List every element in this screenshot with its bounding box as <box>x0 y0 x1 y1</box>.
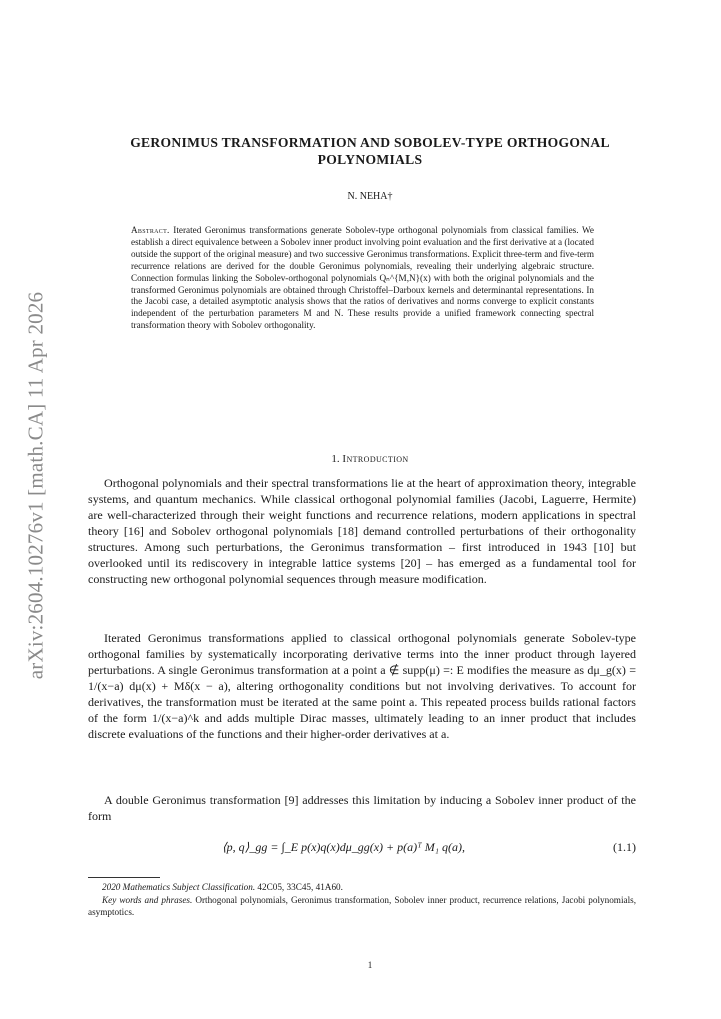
keywords-label: Key words and phrases. <box>102 894 193 905</box>
abstract-text: Iterated Geronimus transformations generate Sobolev-type orthogonal polynomials from classical families. We establish a direct equivalence between a Sobolev inner product involving point evaluation and the first derivative at a (located outside the support of the original measure) and two successive Geronimus transformations. Explicit three-term and five-term recurrence relations are derived for the double Geronimus polynomials, revealing their underlying algebraic structure. Connection formulas linking the Sobolev-orthogonal polynomials Qₙ^{M,N}(x) with both the original polynomials and the transformed Geronimus polynomials are obtained through Christoffel–Darboux kernels and determinantal representations. In the Jacobi case, a detailed asymptotic analysis shows that the ratios of derivatives and norms converge to explicit constants independent of the perturbation parameters M and N. These results provide a unified framework connecting spectral transformation theory with Sobolev orthogonality. <box>131 225 594 331</box>
display-equation <box>88 836 636 862</box>
paragraph-text: A double Geronimus transformation [9] addresses this limitation by inducing a Sobolev inner product of the form <box>88 793 636 823</box>
keywords-footnote <box>88 894 636 919</box>
section-heading <box>80 453 660 465</box>
abstract <box>131 225 594 332</box>
arxiv-identifier-stamp <box>18 285 54 685</box>
footnotes <box>88 881 636 919</box>
section-number: 1. <box>331 453 340 465</box>
section-title: Introduction <box>342 453 409 465</box>
body-paragraph-1 <box>88 475 636 587</box>
author-name: N. NEHA† <box>347 191 393 202</box>
equation-body: ⟨p, q⟩_gg = ∫_E p(x)q(x)dμ_gg(x) + p(a)ᵀ M₁ q(a), <box>222 840 465 854</box>
keywords-value: Orthogonal polynomials, Geronimus transformation, Sobolev inner product, recurrence relations, Jacobi polynomials, asymptotics. <box>88 894 636 917</box>
paragraph-text: Iterated Geronimus transformations applied to classical orthogonal polynomials generate Sobolev-type orthogonal families by systematically incorporating derivative terms into the inner product through layered perturbations. A single Geronimus transformation at a point a ∉ supp(μ) =: E modifies the measure as dμ_g(x) = 1/(x−a) dμ(x) + Mδ(x − a), altering orthogonality conditions but not involving derivatives. To account for derivatives, the transformation must be iterated at the same point a. This repeated process builds rational factors of the form 1/(x−a)^k and adds multiple Dirac masses, ultimately leading to an inner product that includes discrete evaluations of the functions and their higher-order derivatives at a. <box>88 631 636 741</box>
paper-title: GERONIMUS TRANSFORMATION AND SOBOLEV-TYPE ORTHOGONAL POLYNOMIALS <box>130 135 610 167</box>
body-paragraph-3 <box>88 792 636 824</box>
arxiv-identifier-text: arXiv:2604.10276v1 [math.CA] 11 Apr 2026 <box>23 291 48 679</box>
msc-label: 2020 Mathematics Subject Classification. <box>102 882 256 892</box>
body-paragraph-2 <box>88 630 636 742</box>
msc-value: 42C05, 33C45, 41A60. <box>257 882 343 892</box>
page-number: 1 <box>367 960 373 970</box>
paragraph-text: Orthogonal polynomials and their spectral transformations lie at the heart of approximation theory, integrable systems, and quantum mechanics. While classical orthogonal polynomial families (Jacobi, Laguerre, Hermite) are well-characterized through their weight functions and recurrence relations, modern applications in spectral theory [16] and Sobolev orthogonal polynomials [18] demand controlled perturbations of their orthogonality structures. Among such perturbations, the Geronimus transformation – first introduced in 1943 [10] but overlooked until its rediscovery in integrable lattice systems [20] – has emerged as a fundamental tool for constructing new orthogonal polynomial sequences through measure modification. <box>88 476 636 586</box>
equation-number: (1.1) <box>613 840 636 854</box>
abstract-label: Abstract. <box>131 225 170 235</box>
footnote-divider <box>88 877 160 878</box>
msc-footnote <box>88 881 636 894</box>
